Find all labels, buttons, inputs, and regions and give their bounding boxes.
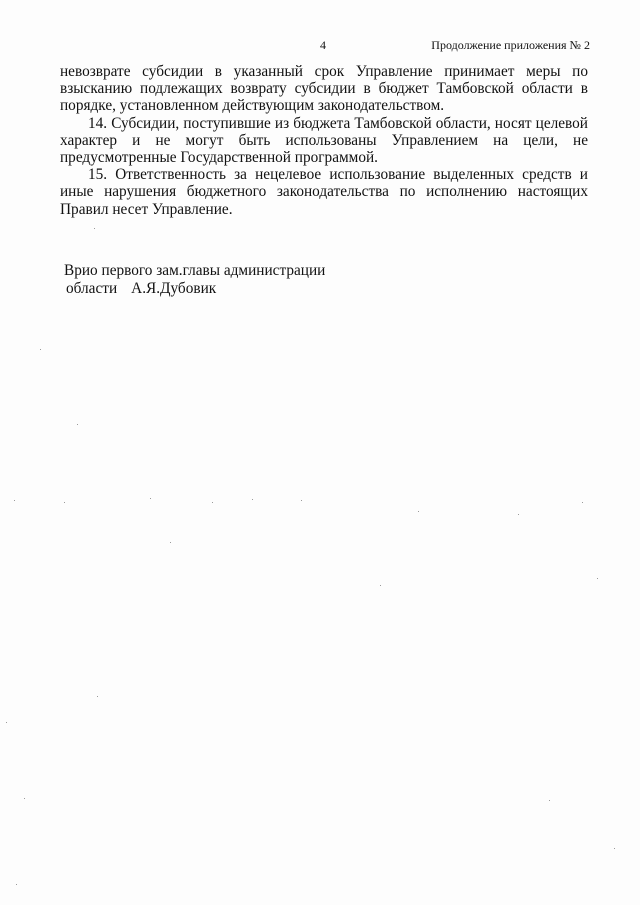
paragraph-continued: невозврате субсидии в указанный срок Управление принимает меры по взысканию подлежащих возврату субсидии в бюджет Тамбовской области в порядке, установленном действующим законодательством. — [60, 63, 588, 115]
scan-speck — [597, 578, 598, 579]
scan-speck — [380, 585, 381, 586]
scan-speck — [170, 542, 171, 543]
signatory-region: области — [66, 280, 118, 297]
scan-speck — [24, 798, 25, 799]
scan-speck — [614, 848, 615, 849]
page-number: 4 — [320, 38, 326, 52]
scan-speck — [6, 722, 7, 723]
scan-speck — [252, 499, 253, 500]
scan-speck — [94, 228, 95, 229]
document-body — [60, 63, 588, 218]
scan-speck — [518, 514, 519, 515]
scan-speck — [40, 349, 41, 350]
scan-speck — [301, 500, 302, 501]
signatory-line — [64, 280, 325, 298]
paragraph-15: 15. Ответственность за нецелевое использование выделенных средств и иные нарушения бюджетного законодательства по исполнению настоящих Правил несет Управление. — [60, 166, 588, 218]
scan-speck — [16, 884, 17, 885]
scan-speck — [150, 498, 151, 499]
signatory-position: Врио первого зам.главы администрации — [64, 262, 326, 279]
scan-speck — [64, 502, 65, 503]
signatory-name: А.Я.Дубовик — [131, 280, 217, 297]
scan-speck — [418, 511, 419, 512]
signature-block — [64, 262, 325, 298]
scan-speck — [549, 800, 550, 801]
scan-speck — [14, 500, 15, 501]
scan-speck — [212, 502, 213, 503]
scan-speck — [582, 502, 583, 503]
appendix-continuation-label: Продолжение приложения № 2 — [431, 38, 590, 52]
scan-speck — [77, 424, 78, 425]
scan-speck — [97, 696, 98, 697]
paragraph-14: 14. Субсидии, поступившие из бюджета Тамбовской области, носят целевой характер и не могут быть использованы Управлением на цели, не предусмотренные Государственной программой. — [60, 114, 588, 167]
